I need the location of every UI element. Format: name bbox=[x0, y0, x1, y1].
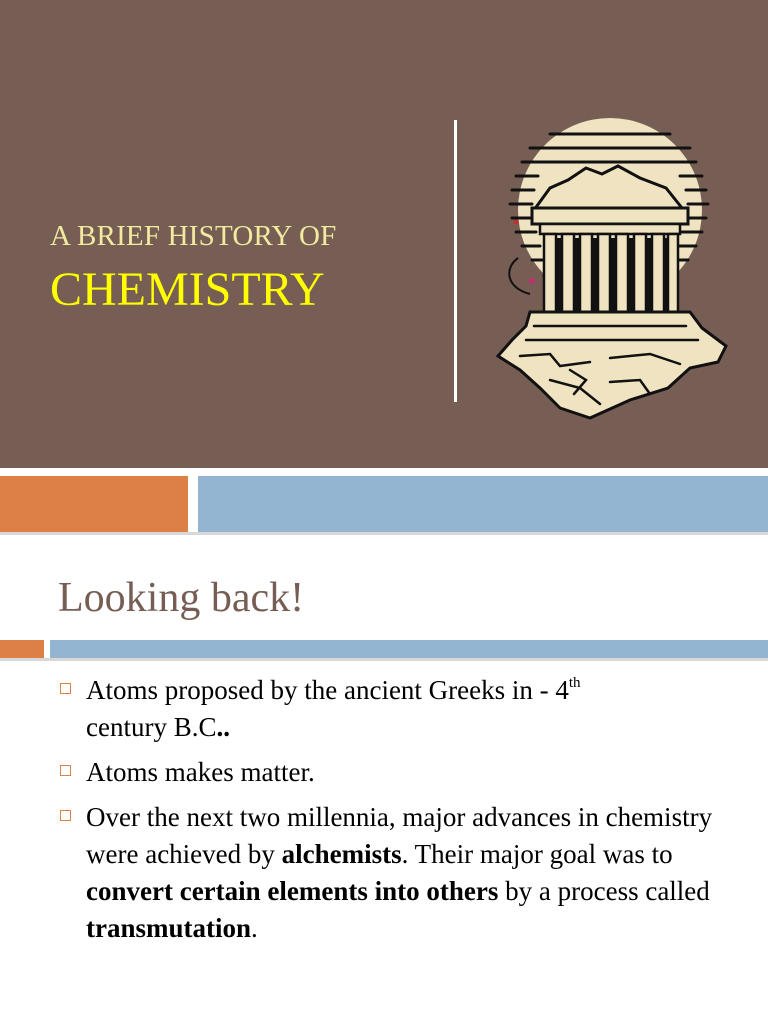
ordinal-suffix: th bbox=[568, 675, 581, 691]
bullet-text: . bbox=[251, 913, 258, 943]
greek-temple-icon bbox=[490, 118, 740, 423]
bullet-text: Over the next two millennia, major advances in chemistry were achieved by bbox=[86, 802, 713, 869]
bullet-text: Atoms proposed by the ancient Greeks in - 4 bbox=[86, 675, 569, 705]
title-underline-blue bbox=[50, 640, 768, 658]
bullet-text: by a process called bbox=[498, 876, 710, 906]
bullet-text: . Their major goal was to bbox=[401, 839, 673, 869]
bullet-item bbox=[58, 672, 748, 746]
bullet-bold-text: convert certain elements into others bbox=[86, 876, 499, 906]
bullet-bold-text: alchemists bbox=[281, 839, 402, 869]
slide-subtitle: A BRIEF HISTORY OF bbox=[50, 220, 337, 252]
bullet-text: century B.C bbox=[86, 712, 217, 742]
title-underline-orange bbox=[0, 640, 44, 658]
accent-bar-blue bbox=[198, 476, 768, 532]
bullet-item bbox=[58, 799, 748, 947]
bullet-text: Atoms makes matter. bbox=[86, 757, 315, 787]
bullet-item bbox=[58, 754, 748, 791]
title-underline-shadow bbox=[0, 658, 768, 661]
square-bullet-icon bbox=[60, 683, 71, 694]
accent-bar-shadow bbox=[0, 532, 768, 535]
vertical-divider bbox=[454, 120, 457, 402]
square-bullet-icon bbox=[60, 765, 71, 776]
bullet-bold-text: .. bbox=[216, 712, 230, 742]
content-slide-title: Looking back! bbox=[58, 575, 305, 621]
slide-title: CHEMISTRY bbox=[50, 263, 325, 316]
bullet-bold-text: transmutation bbox=[86, 913, 252, 943]
accent-bar-orange bbox=[0, 476, 188, 532]
bullet-list bbox=[58, 672, 748, 955]
square-bullet-icon bbox=[60, 810, 71, 821]
title-slide bbox=[0, 0, 768, 468]
